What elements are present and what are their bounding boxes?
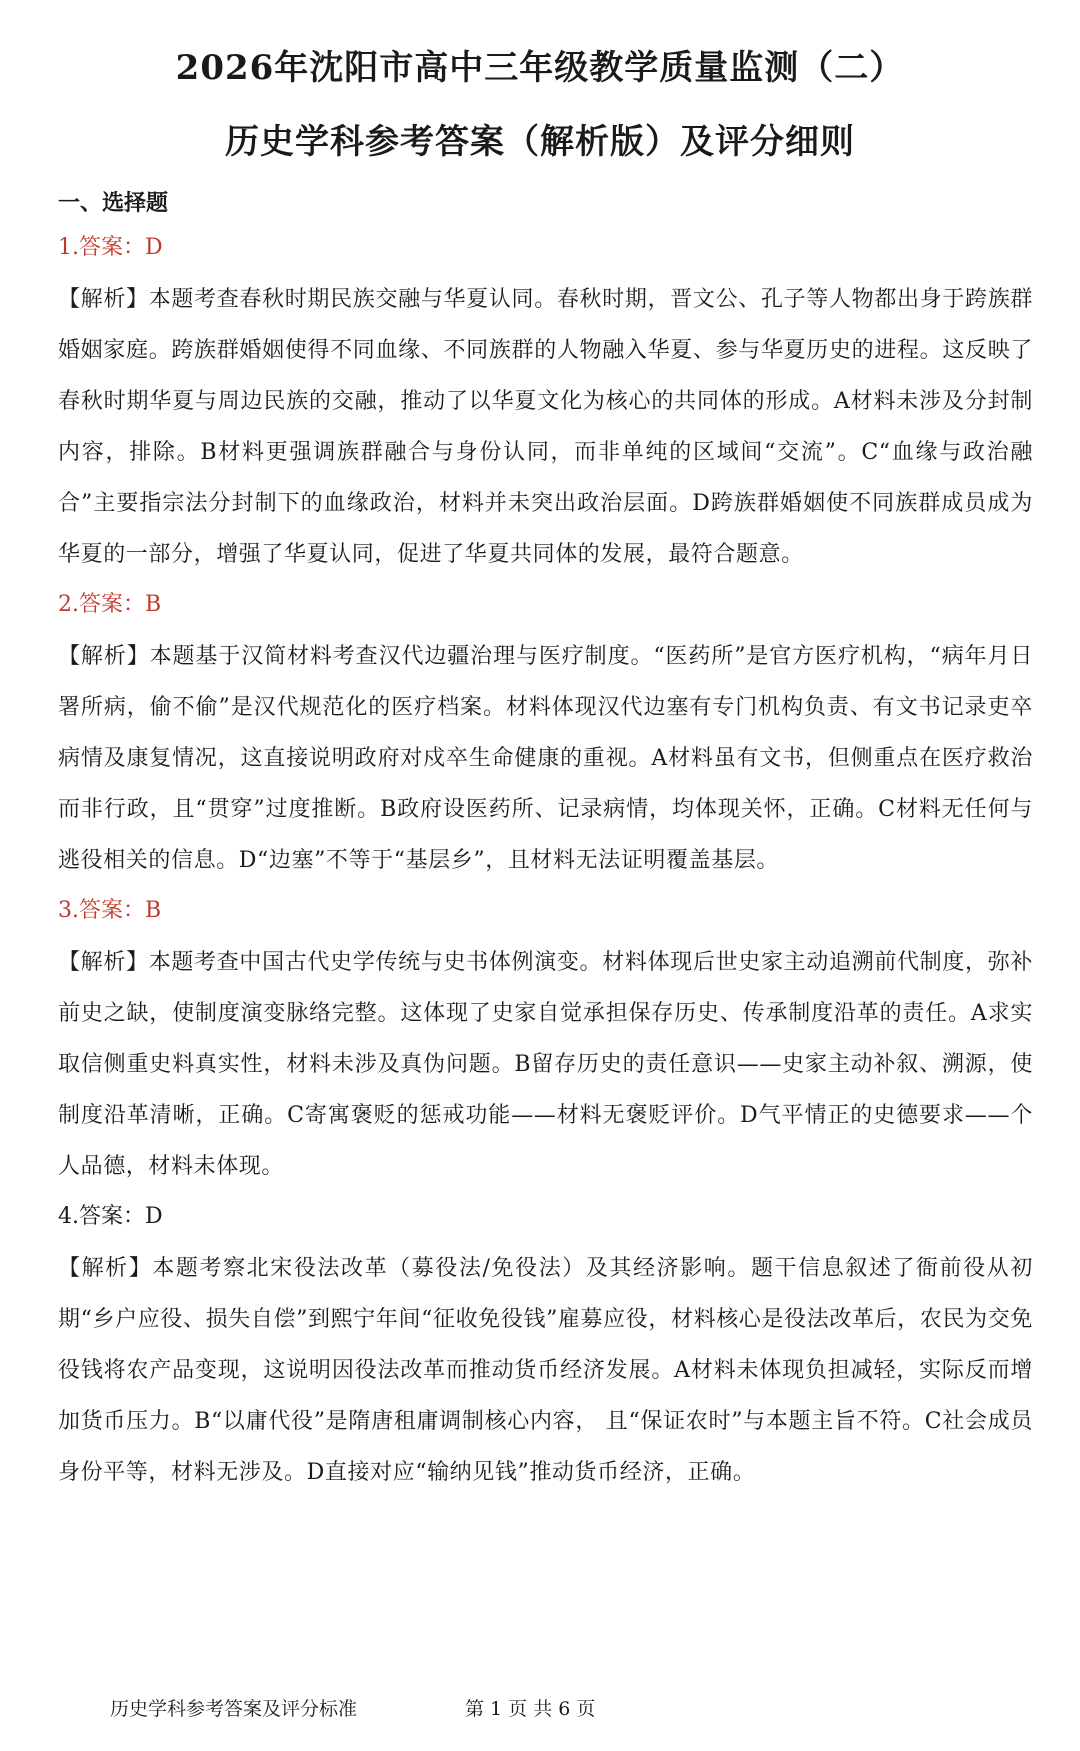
document-title: 2026年沈阳市高中三年级教学质量监测（二） [175, 48, 905, 88]
answer-q1: 1.答案：D [58, 235, 163, 260]
analysis-q2: 【解析】本题基于汉简材料考查汉代边疆治理与医疗制度。“医药所”是官方医疗机构，“病年月日署所病，偷不偷”是汉代规范化的医疗档案。材料体现汉代边塞有专门机构负责、有文书记录吏卒病情及康复情况，这直接说明政府对戍卒生命健康的重视。A材料虽有文书，但侧重点在医疗救治而非行政，且“贯穿”过度推断。B政府设医药所、记录病情，均体现关怀，正确。C材料无任何与逃役相关的信息。D“边塞”不等于“基层乡”，且材料无法证明覆盖基层。 [58, 644, 1033, 873]
answer-q2: 2.答案：B [58, 592, 162, 617]
analysis-q1: 【解析】本题考查春秋时期民族交融与华夏认同。春秋时期，晋文公、孔子等人物都出身于跨族群婚姻家庭。跨族群婚姻使得不同血缘、不同族群的人物融入华夏、参与华夏历史的进程。这反映了春秋时期华夏与周边民族的交融，推动了以华夏文化为核心的共同体的形成。A材料未涉及分封制内容，排除。B材料更强调族群融合与身份认同，而非单纯的区域间“交流”。C“血缘与政治融合”主要指宗法分封制下的血缘政治，材料并未突出政治层面。D跨族群婚姻使不同族群成员成为华夏的一部分，增强了华夏认同，促进了华夏共同体的发展，最符合题意。 [58, 287, 1033, 567]
document-subtitle: 历史学科参考答案（解析版）及评分细则 [225, 122, 855, 162]
questions-list [58, 232, 1033, 1507]
answer-q3: 3.答案：B [58, 898, 162, 923]
section-heading: 一、选择题 [58, 190, 169, 216]
footer-page-number: 第 1 页 共 6 页 [465, 1698, 596, 1720]
analysis-q4: 【解析】本题考察北宋役法改革（募役法/免役法）及其经济影响。题干信息叙述了衙前役从初期“乡户应役、损失自偿”到熙宁年间“征收免役钱”雇募应役，材料核心是役法改革后，农民为交免役钱将农产品变现，这说明因役法改革而推动货币经济发展。A材料未体现负担减轻，实际反而增加货币压力。B“以庸代役”是隋唐租庸调制核心内容， 且“保证农时”与本题主旨不符。C社会成员身份平等，材料无涉及。D直接对应“输纳见钱”推动货币经济，正确。 [58, 1256, 1033, 1485]
footer-doc-name: 历史学科参考答案及评分标准 [110, 1698, 358, 1720]
analysis-q3: 【解析】本题考查中国古代史学传统与史书体例演变。材料体现后世史家主动追溯前代制度，弥补前史之缺，使制度演变脉络完整。这体现了史家自觉承担保存历史、传承制度沿革的责任。A求实取信侧重史料真实性，材料未涉及真伪问题。B留存历史的责任意识——史家主动补叙、溯源，使制度沿革清晰，正确。C寄寓褒贬的惩戒功能——材料无褒贬评价。D气平情正的史德要求——个人品德，材料未体现。 [58, 950, 1033, 1179]
answer-q4: 4.答案：D [58, 1204, 163, 1229]
